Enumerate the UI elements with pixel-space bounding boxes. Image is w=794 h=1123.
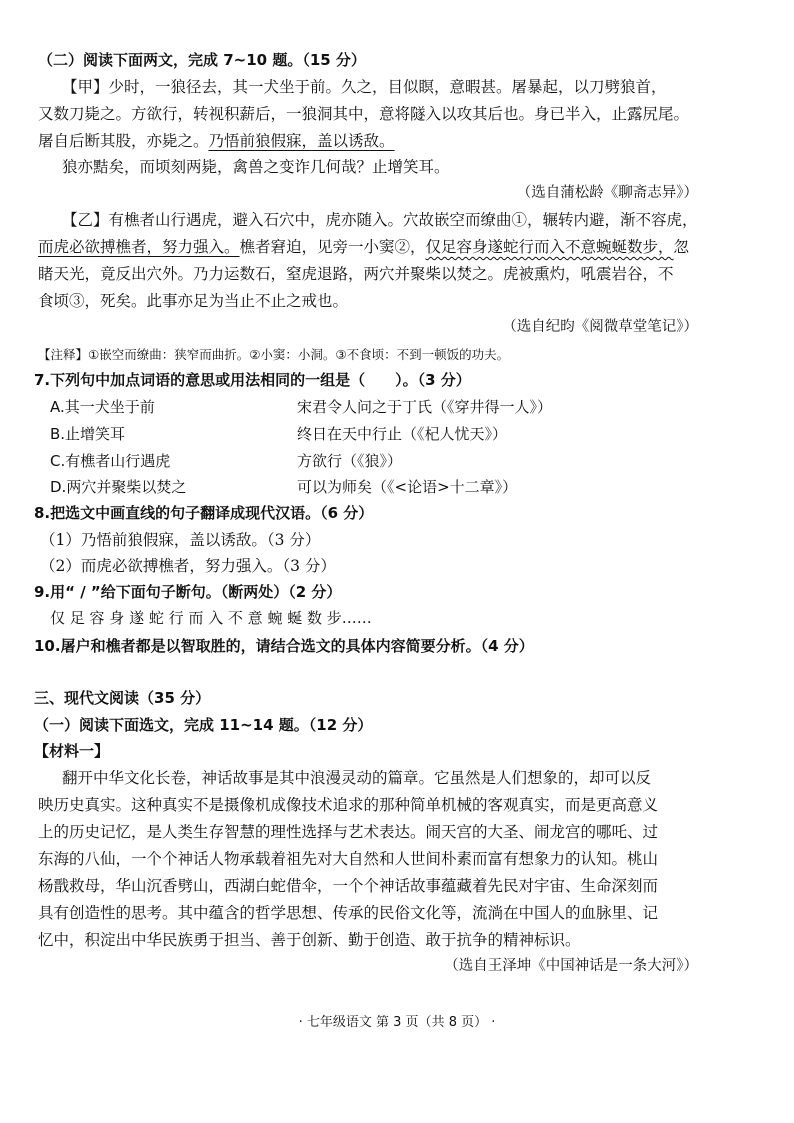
q7-option-b-right: 终日在天中行止（《杞人忧天》） xyxy=(297,425,508,443)
jia-line-3 xyxy=(38,131,395,151)
jia-line-1: 【甲】少时，一狼径去，其一犬坐于前。久之，目似瞑，意暇甚。屠暴起，以刀劈狼首， xyxy=(62,78,667,96)
material-line-7: 忆中，积淀出中华民族勇于担当、善于创新、勤于创造、敢于抗争的精神标识。 xyxy=(38,931,581,949)
q10-stem: 10.屠户和樵者都是以智取胜的，请结合选文的具体内容简要分析。（4 分） xyxy=(34,637,534,655)
yi-line-3: 睹天光，竟反出穴外。乃力运数石，窒虎退路，两穴并聚柴以焚之。虎被熏灼，吼震岩谷，不 xyxy=(38,265,674,283)
material-line-5: 杨戬救母，华山沉香劈山，西湖白蛇借伞，一个个神话故事蕴藏着先民对宇宙、生命深刻而 xyxy=(38,877,659,895)
material-line-6: 具有创造性的思考。其中蕴含的哲学思想、传承的民俗文化等，流淌在中国人的血脉里、记 xyxy=(38,904,659,922)
q7-option-a-right: 宋君令人问之于丁氏（《穿井得一人》） xyxy=(297,398,553,416)
q8-sub-1: （1）乃悟前狼假寐，盖以诱敌。（3 分） xyxy=(40,531,321,549)
material-line-1: 翻开中华文化长卷，神话故事是其中浪漫灵动的篇章。它虽然是人们想象的，却可以反 xyxy=(62,769,652,787)
q7-option-a-left: A.其一犬坐于前 xyxy=(50,398,155,416)
yi-line-2 xyxy=(38,237,689,257)
material-line-4: 东海的八仙，一个个神话人物承载着祖先对大自然和人世间朴素而富有想象力的认知。桃山 xyxy=(38,850,659,868)
yi-wavy-sentence: 仅足容身遂蛇行而入不意蜿蜒数步， xyxy=(425,238,674,256)
section3-subheading: （一）阅读下面选文，完成 11~14 题。（12 分） xyxy=(34,716,373,734)
material-line-2: 映历史真实。这种真实不是摄像机成像技术追求的那种简单机械的客观真实，而是更高意义 xyxy=(38,796,659,814)
jia-line-2: 又数刀毙之。方欲行，转视积薪后，一狼洞其中，意将隧入以攻其后也。身已半入，止露尻尾。 xyxy=(38,105,690,123)
q9-sentence: 仅 足 容 身 遂 蛇 行 而 入 不 意 蜿 蜒 数 步…… xyxy=(50,609,372,627)
jia-source: （选自蒲松龄《聊斋志异》） xyxy=(516,185,698,201)
q9-stem: 9.用“ / ”给下面句子断句。（断两处）（2 分） xyxy=(34,583,342,601)
yi-line-2-end: 忽 xyxy=(673,238,690,256)
yi-underlined-sentence: 而虎必欲搏樵者，努力强入。 xyxy=(38,238,240,256)
q7-option-d-left: D.两穴并聚柴以焚之 xyxy=(50,478,187,496)
yi-source: （选自纪昀《阅微草堂笔记》） xyxy=(502,319,698,335)
q8-stem: 8.把选文中画直线的句子翻译成现代汉语。（6 分） xyxy=(34,504,374,522)
q7-option-c-left: C.有樵者山行遇虎 xyxy=(50,452,171,470)
section3-heading: 三、现代文阅读（35 分） xyxy=(34,689,211,707)
jia-line-3-text: 屠自后断其股，亦毙之。 xyxy=(38,132,209,150)
q8-sub-2: （2）而虎必欲搏樵者，努力强入。（3 分） xyxy=(40,557,336,575)
page-footer: · 七年级语文 第 3 页（共 8 页） · xyxy=(298,1015,496,1030)
q7-option-d-right: 可以为师矣（《<论语>十二章》） xyxy=(297,478,518,496)
yi-line-2-text: 樵者窘迫，见旁一小窦②， xyxy=(239,238,426,256)
q7-option-b-left: B.止增笑耳 xyxy=(50,425,126,443)
annotations: 【注释】①嵌空而缭曲：狭窄而曲折。②小窦：小洞。③不食顷：不到一顿饭的功夫。 xyxy=(38,347,510,362)
yi-line-1: 【乙】有樵者山行遇虎，避入石穴中，虎亦随入。穴故嵌空而缭曲①，辗转内避，渐不容虎， xyxy=(62,211,698,229)
q7-stem: 7.下列句中加点词语的意思或用法相同的一组是（ ）。（3 分） xyxy=(34,371,471,389)
yi-line-4: 食顷③，死矣。此事亦足为当止不止之戒也。 xyxy=(38,292,349,310)
jia-line-4: 狼亦黠矣，而顷刻两毙，禽兽之变诈几何哉？止增笑耳。 xyxy=(62,158,450,176)
material-source: （选自王泽坤《中国神话是一条大河》） xyxy=(444,958,698,974)
section2-heading: （二）阅读下面两文，完成 7~10 题。（15 分） xyxy=(38,51,366,69)
jia-underlined-sentence: 乃悟前狼假寐，盖以诱敌。 xyxy=(208,132,395,150)
q7-option-c-right: 方欲行（《狼》） xyxy=(297,452,403,470)
material-one-label: 【材料一】 xyxy=(34,742,110,760)
material-line-3: 上的历史记忆，是人类生存智慧的理性选择与艺术表达。闹天宫的大圣、闹龙宫的哪吒、过 xyxy=(38,823,659,841)
